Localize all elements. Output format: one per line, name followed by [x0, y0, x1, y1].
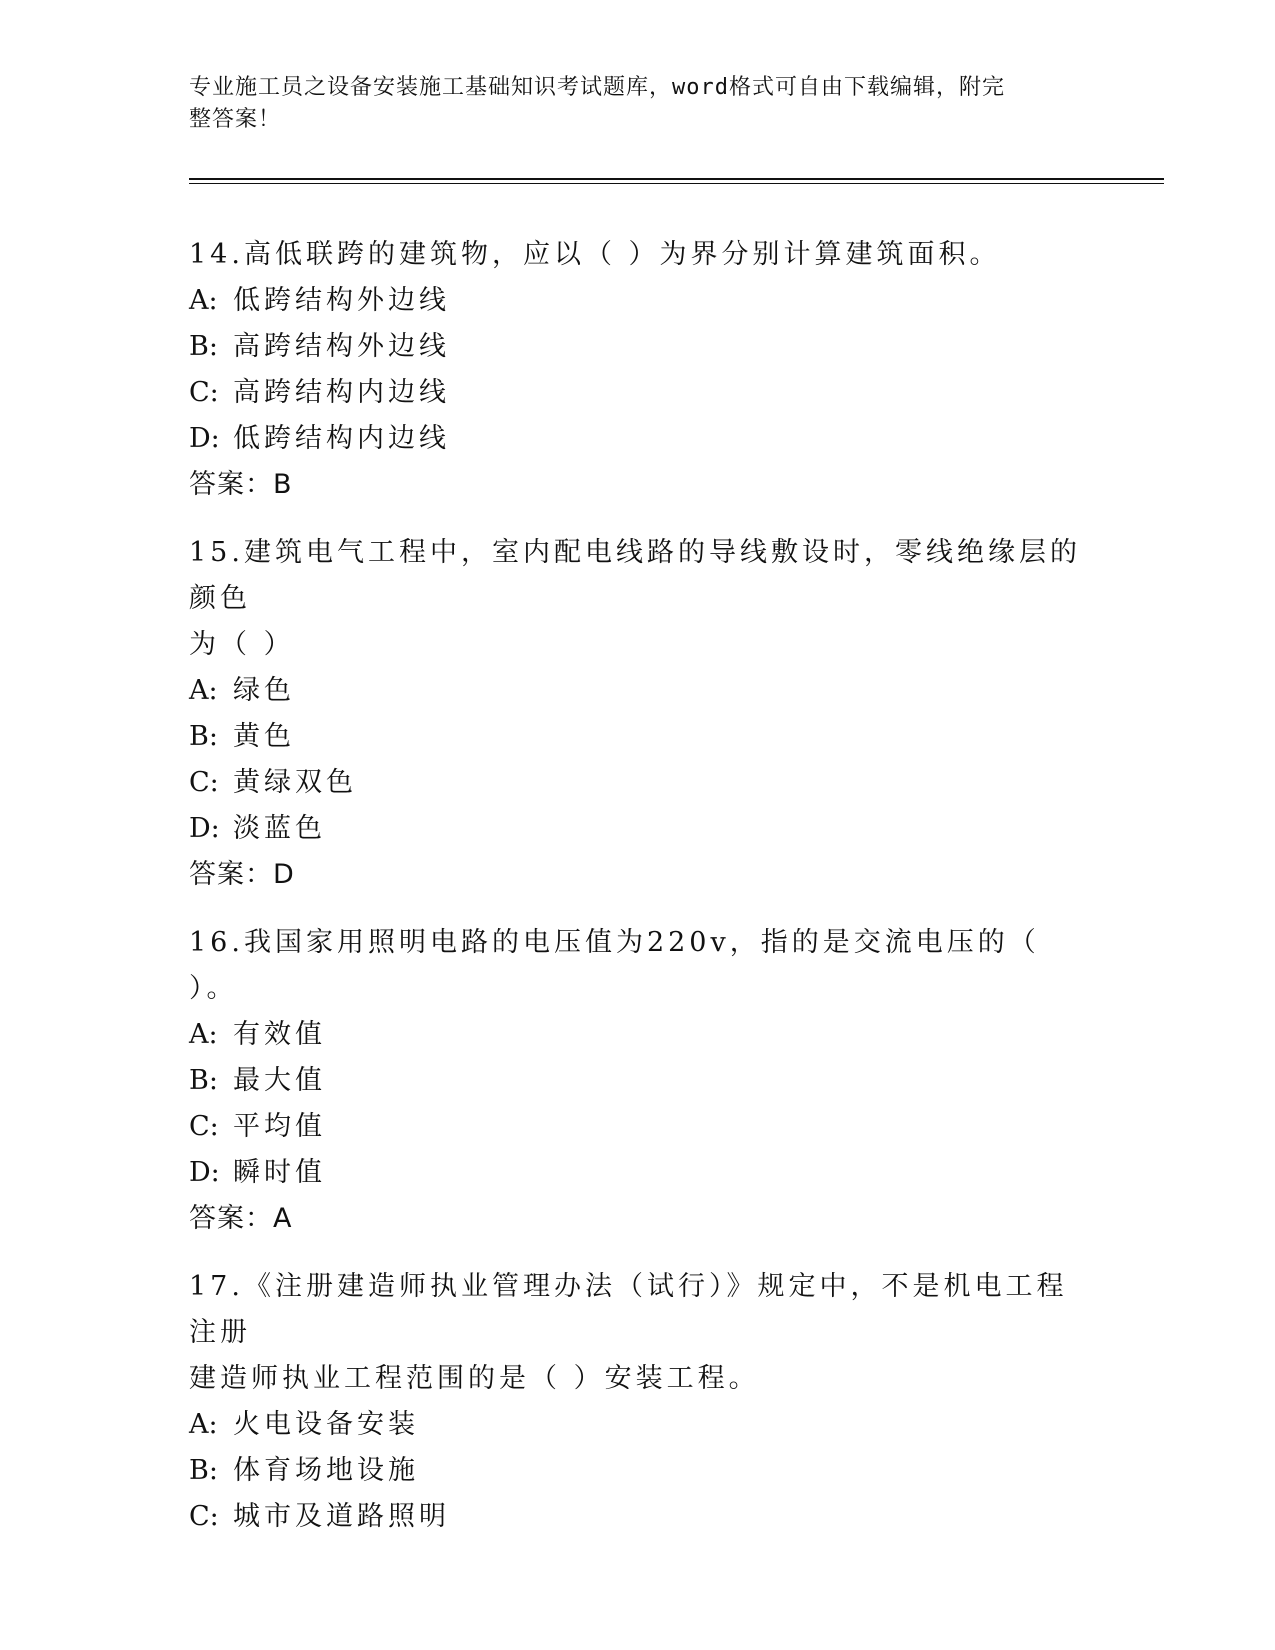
option-letter: A:	[189, 675, 218, 706]
question-stem-line-2: 为（ ）	[189, 629, 295, 660]
option-text: 高跨结构外边线	[233, 331, 450, 362]
header-divider-thin	[189, 183, 1164, 184]
option-b	[189, 1448, 1089, 1494]
option-text: 有效值	[233, 1019, 326, 1050]
option-letter: D:	[189, 1157, 220, 1188]
question-stem: 14.高低联跨的建筑物，应以（ ）为界分别计算建筑面积。	[189, 239, 1001, 270]
document-header	[189, 72, 1089, 136]
option-d	[189, 416, 1089, 462]
question-17	[189, 1264, 1089, 1540]
option-text: 黄绿双色	[233, 767, 357, 798]
option-letter: B:	[189, 721, 218, 752]
option-text: 平均值	[233, 1111, 326, 1142]
header-line-2: 整答案！	[189, 107, 282, 132]
option-a	[189, 278, 1089, 324]
option-a	[189, 668, 1089, 714]
question-stem-line-1: 17.《注册建造师执业管理办法（试行）》规定中，不是机电工程注册	[189, 1271, 1068, 1348]
option-text: 淡蓝色	[233, 813, 326, 844]
question-14	[189, 232, 1089, 508]
header-divider-thick	[189, 178, 1164, 180]
option-d	[189, 1150, 1089, 1196]
option-letter: B:	[189, 1065, 218, 1096]
answer-line: 答案：A	[189, 1203, 293, 1234]
header-line-1: 专业施工员之设备安装施工基础知识考试题库，word格式可自由下载编辑，附完	[189, 75, 1005, 100]
option-letter: C:	[189, 767, 219, 798]
question-stem: 16.我国家用照明电路的电压值为220v，指的是交流电压的（ ）。	[189, 927, 1040, 1004]
option-letter: A:	[189, 285, 218, 316]
option-text: 城市及道路照明	[233, 1501, 450, 1532]
option-b	[189, 324, 1089, 370]
option-b	[189, 1058, 1089, 1104]
option-text: 瞬时值	[233, 1157, 326, 1188]
question-16	[189, 920, 1089, 1242]
option-letter: D:	[189, 813, 220, 844]
option-a	[189, 1012, 1089, 1058]
answer-line: 答案：B	[189, 469, 293, 500]
option-text: 最大值	[233, 1065, 326, 1096]
option-c	[189, 1104, 1089, 1150]
question-stem-line-2: 建造师执业工程范围的是（ ）安装工程。	[189, 1363, 760, 1394]
option-d	[189, 806, 1089, 852]
option-letter: C:	[189, 1111, 219, 1142]
question-stem-line-1: 15.建筑电气工程中，室内配电线路的导线敷设时，零线绝缘层的颜色	[189, 537, 1081, 614]
option-text: 高跨结构内边线	[233, 377, 450, 408]
option-text: 黄色	[233, 721, 295, 752]
option-letter: B:	[189, 331, 218, 362]
option-c	[189, 370, 1089, 416]
option-a	[189, 1402, 1089, 1448]
option-b	[189, 714, 1089, 760]
option-c	[189, 1494, 1089, 1540]
question-list	[189, 232, 1089, 1562]
option-c	[189, 760, 1089, 806]
option-letter: A:	[189, 1409, 218, 1440]
question-15	[189, 530, 1089, 898]
option-letter: B:	[189, 1455, 218, 1486]
option-text: 体育场地设施	[233, 1455, 419, 1486]
option-text: 绿色	[233, 675, 295, 706]
answer-line: 答案：D	[189, 859, 295, 890]
option-letter: C:	[189, 1501, 219, 1532]
option-text: 低跨结构外边线	[233, 285, 450, 316]
option-letter: C:	[189, 377, 219, 408]
option-letter: A:	[189, 1019, 218, 1050]
option-text: 火电设备安装	[233, 1409, 419, 1440]
option-text: 低跨结构内边线	[233, 423, 450, 454]
option-letter: D:	[189, 423, 220, 454]
